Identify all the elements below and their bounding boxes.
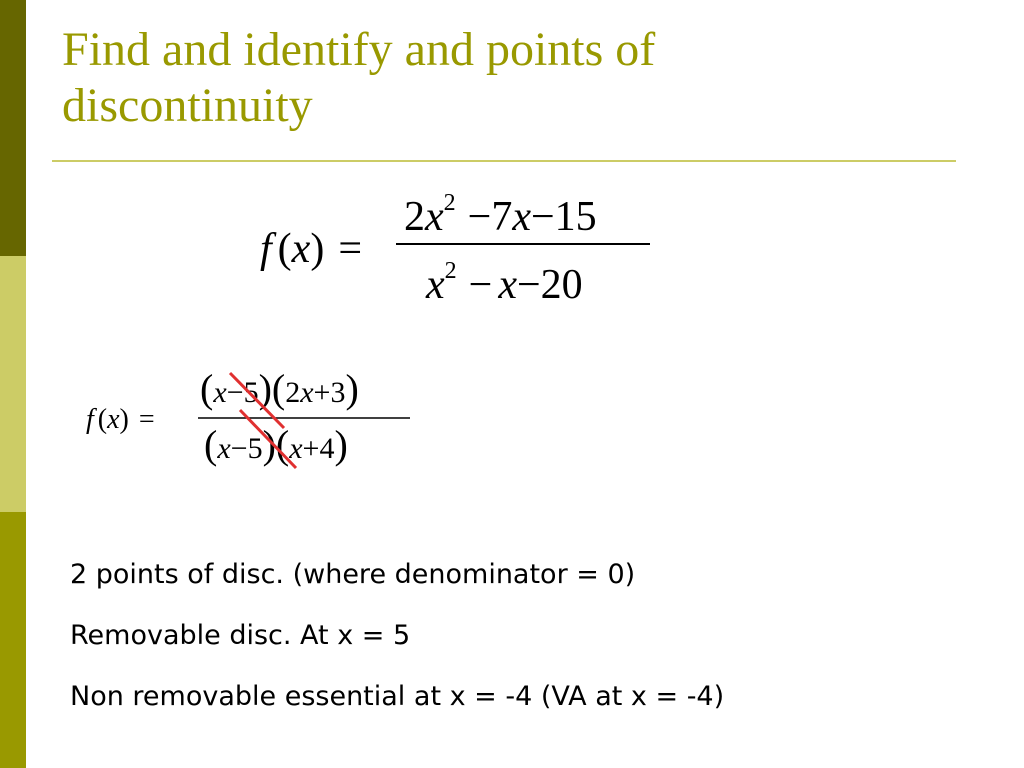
notes-list bbox=[70, 552, 724, 735]
note-points-of-discontinuity: 2 points of disc. (where denominator = 0) bbox=[70, 559, 636, 590]
svg-text:(x−5)(2x+3): (x−5)(2x+3) bbox=[200, 366, 359, 411]
slide-title-line-2: discontinuity bbox=[62, 79, 313, 132]
svg-text:x2−x−20: $x^2 - x-20$ bbox=[426, 258, 583, 308]
svg-text:f(x)=: f (x) = bbox=[86, 404, 155, 435]
svg-text:f(x)=: f (x) = bbox=[260, 226, 363, 272]
note-non-removable: Non removable essential at x = -4 (VA at x = -4) bbox=[70, 681, 725, 712]
svg-text:(x−5)(x+4): (x−5)(x+4) bbox=[204, 422, 348, 467]
slide-title-line-1: Find and identify and points of bbox=[62, 23, 656, 76]
svg-text:2x2−7x−15: $2x^2 -7x-15$ bbox=[404, 190, 597, 240]
note-removable: Removable disc. At x = 5 bbox=[70, 620, 411, 651]
equation-factored-lhs bbox=[86, 404, 155, 435]
equation-factored-numerator bbox=[200, 366, 359, 411]
equation-factored-denominator bbox=[204, 422, 348, 467]
